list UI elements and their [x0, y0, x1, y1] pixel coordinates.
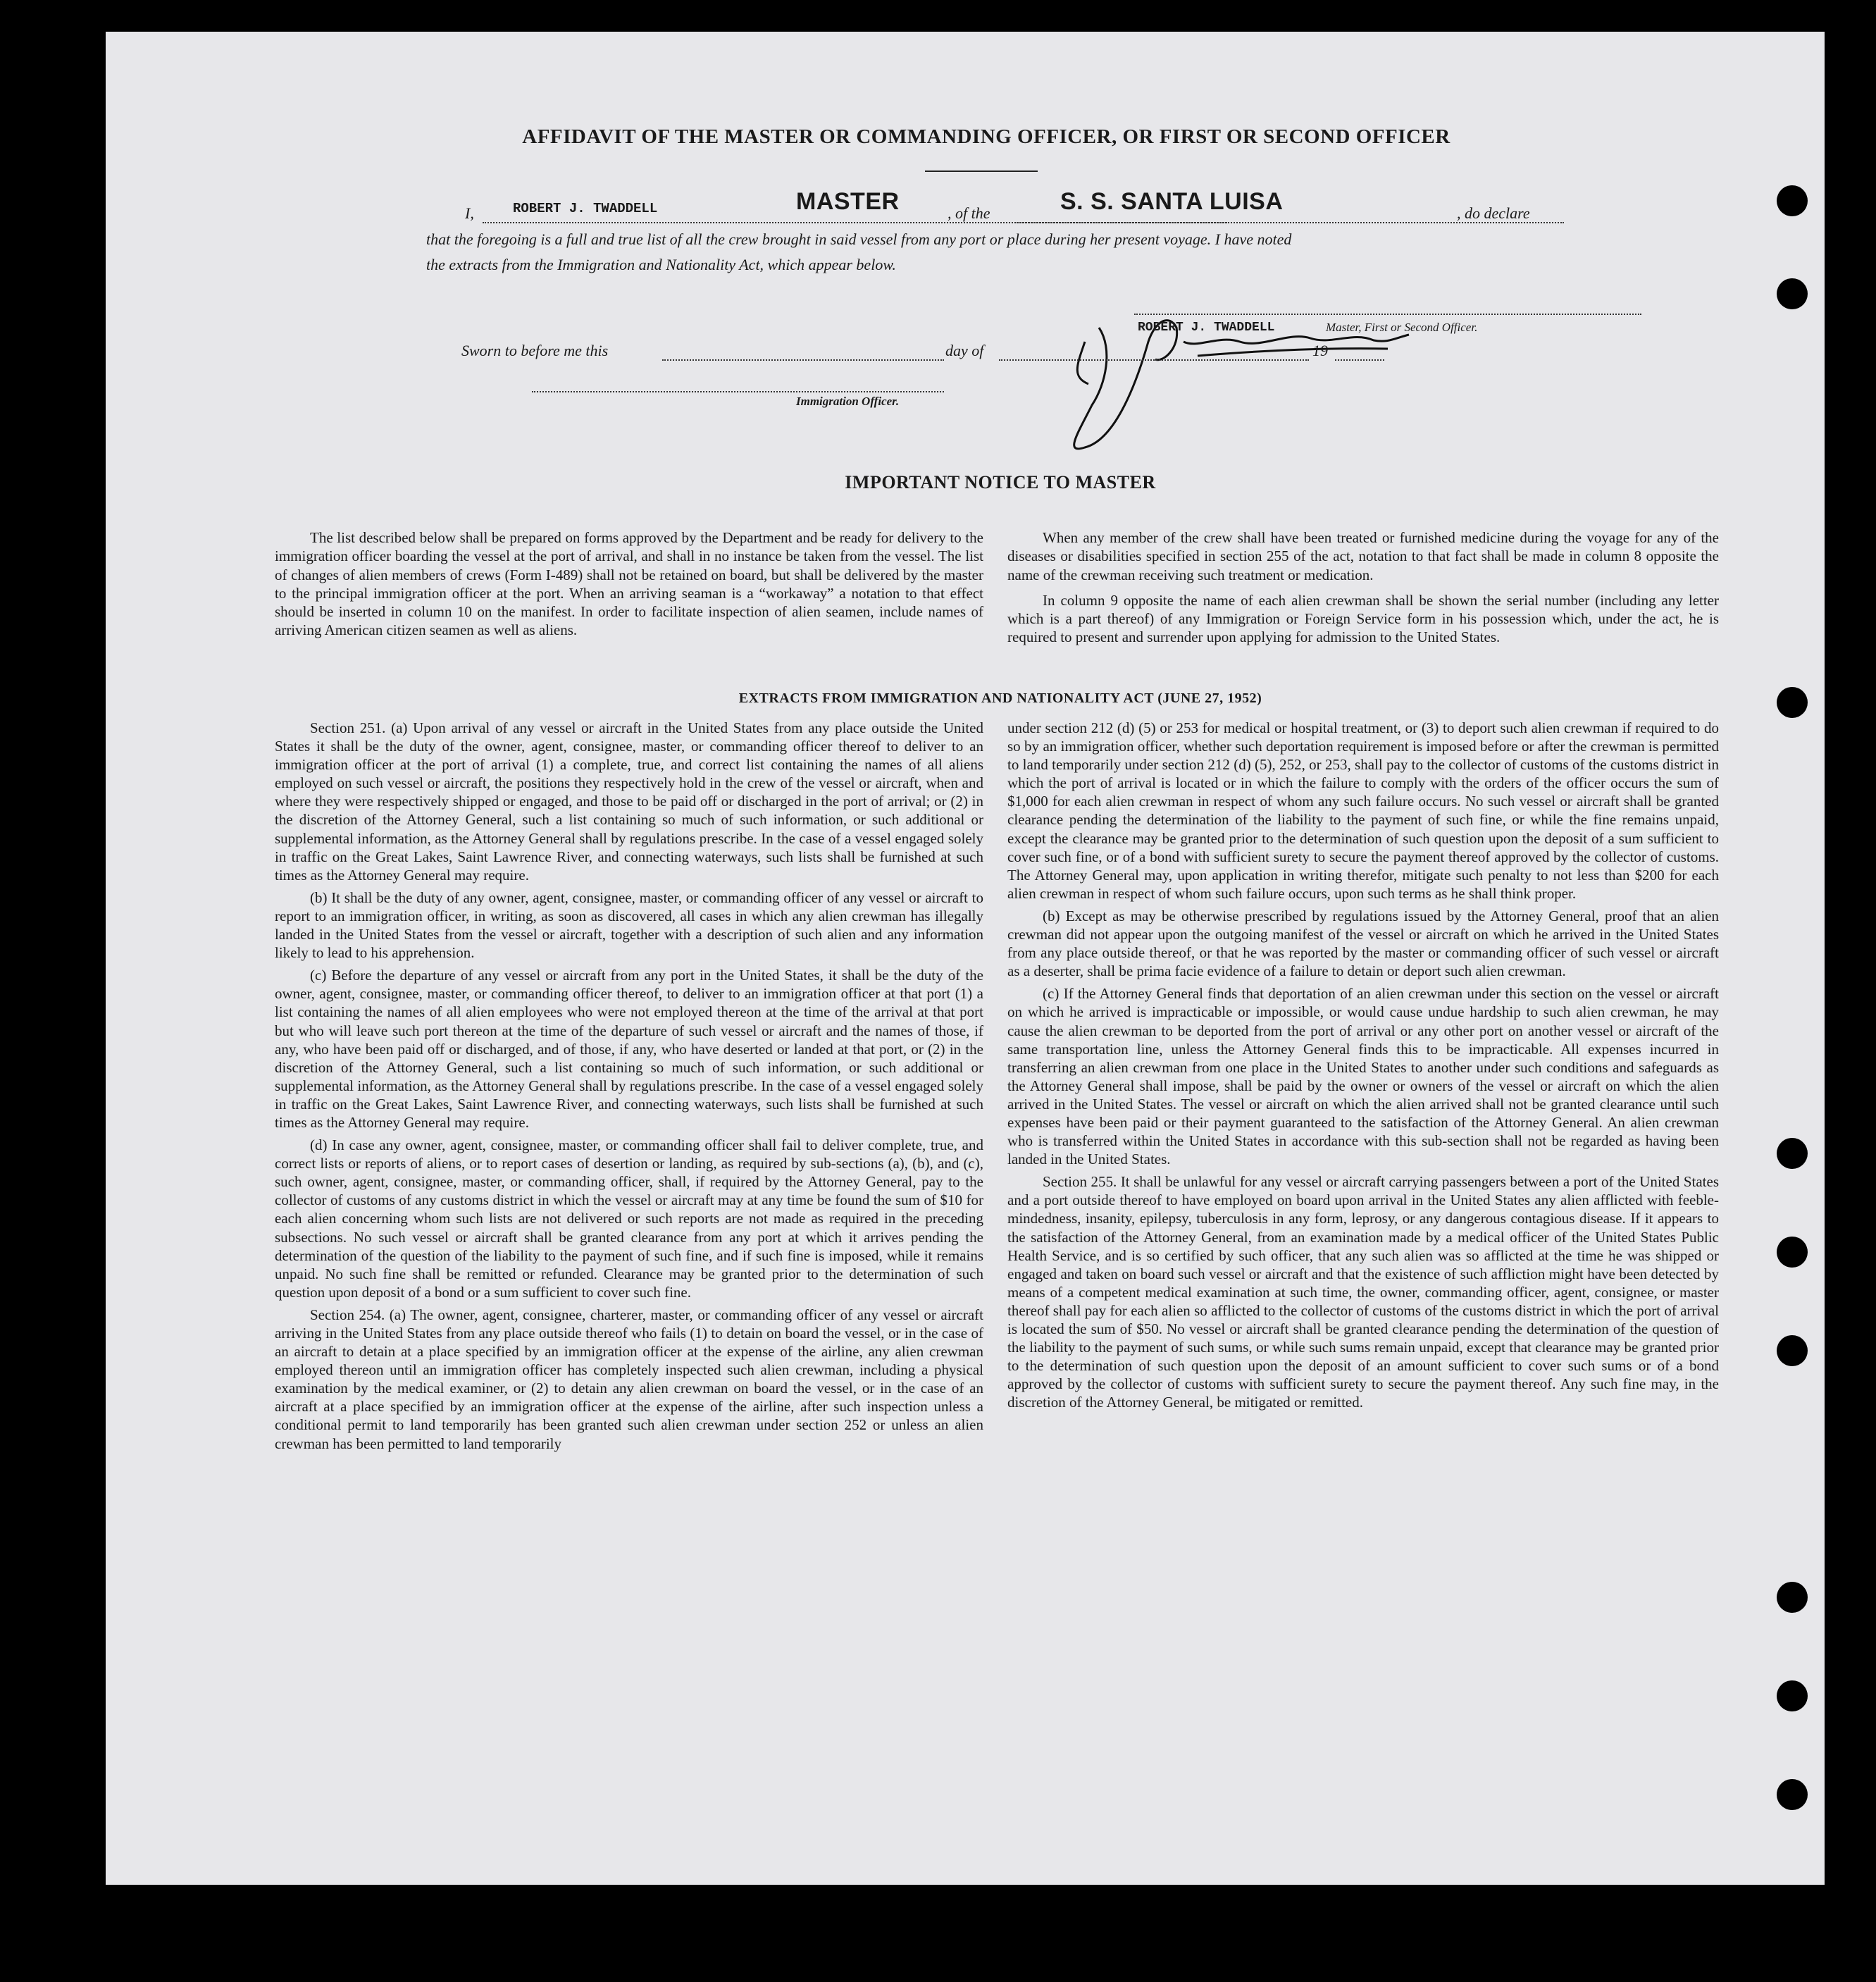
section-254c: (c) If the Attorney General finds that deportation of an alien crewman under this section on the vessel or aircraft on which he arrived is impracticable or impossible, or would cause undue hardship to such alien crewman, he may cause the alien crewman to be deported from the port of arrival or any other port on another vessel or aircraft of the same transportation line, unless the Attorney General finds this to be impracticable. All expenses incurred in transferring an alien crewman from one place in the United States to another under such conditions and safeguards as the Attorney General shall impose, shall be paid by the owner or owners of the vessel or aircraft on which the alien arrived in the United States. The vessel or aircraft on which the alien arrived shall not be granted clearance until such expenses have been paid or their payment guaranteed to the satisfaction of the Attorney General. An alien crewman who is transferred within the United States in accordance with this sub-section shall not be regarded as having been landed in the United States.	[1007, 985, 1719, 1168]
of-the-label: , of the	[948, 204, 990, 222]
year-label: 19	[1312, 342, 1328, 359]
declarant-prefix: I,	[465, 204, 474, 222]
section-254a: Section 254. (a) The owner, agent, consignee, charterer, master, or commanding officer of any vessel or aircraft arriving in the United States from any place outside thereof who fails (1) to detain on board the vessel, or in the case of an aircraft to detain at a place specified by an immigration officer at the expense of the airline, any alien crewman employed thereon until an immigration officer has completely inspected such alien crewman, including a physical examination by the medical examiner, or (2) to detain any alien crewman on board the vessel, or in the case of an aircraft at a place specified by an immigration officer at the expense of the airline, after such inspection unless a conditional permit to land temporarily has been granted such alien crewman under section 252 or unless an alien crewman has been permitted to land temporarily	[275, 1306, 983, 1452]
notice-right-text-2: In column 9 opposite the name of each alien crewman shall be shown the serial number (including any letter which is a part thereof) of any Immigration or Foreign Service form in his possession which, under the act, he is required to present and surrender upon applying for admission to the United States.	[1007, 591, 1719, 646]
binder-hole	[1777, 278, 1808, 309]
notice-right-text-1: When any member of the crew shall have been treated or furnished medicine during the voyage for any of the diseases or disabilities specified in section 255 of the act, notation to that fact shall be made in column 8 opposite the name of the crewman receiving such treatment or medication.	[1007, 529, 1719, 583]
binder-hole	[1777, 687, 1808, 718]
year-line	[1335, 359, 1384, 361]
binder-hole	[1777, 1138, 1808, 1169]
document-page	[106, 32, 1825, 1885]
declarant-name: ROBERT J. TWADDELL	[513, 201, 658, 216]
binder-hole	[1777, 1335, 1808, 1366]
binder-hole	[1777, 185, 1808, 216]
day-of-label: day of	[945, 342, 984, 359]
binder-hole	[1777, 1680, 1808, 1711]
section-251a: Section 251. (a) Upon arrival of any vessel or aircraft in the United States from any place outside the United States it shall be the duty of the owner, agent, consignee, master, or commanding officer thereof to deliver to an immigration officer at the port of arrival (1) a complete, true, and correct list containing the names of all aliens employed on such vessel or aircraft, the positions they respectively hold in the crew of the vessel or aircraft, when and where they were respectively shipped or engaged, and those to be paid off or discharged in the port of arrival; or (2) in the discretion of the Attorney General, such a list containing so much of such information, or such additional or supplemental information, as the Attorney General shall by regulations prescribe. In the case of a vessel engaged solely in traffic on the Great Lakes, Saint Lawrence River, and connecting waterways, such lists shall be furnished at such times as the Attorney General may require.	[275, 719, 983, 884]
declaration-line-2: the extracts from the Immigration and Nationality Act, which appear below.	[426, 256, 896, 273]
binder-hole	[1777, 1779, 1808, 1810]
extracts-left-column	[275, 719, 983, 1457]
section-254b: (b) Except as may be otherwise prescribed by regulations issued by the Attorney General, proof that an alien crewman did not appear upon the outgoing manifest of the vessel or aircraft on which he arrived in the United States from any place outside thereof, or that he was reported by the master or commanding officer of such vessel or aircraft as a deserter, shall be prima facie evidence of a failure to detain or deport such alien crewman.	[1007, 907, 1719, 980]
vessel-stamp: S. S. SANTA LUISA	[1060, 188, 1284, 215]
signer-name: ROBERT J. TWADDELL	[1138, 321, 1275, 335]
extracts-right-column	[1007, 719, 1719, 1416]
month-line	[999, 359, 1309, 361]
notice-right	[1007, 528, 1719, 651]
do-declare-label: , do declare	[1457, 204, 1530, 222]
notice-left	[275, 528, 983, 644]
section-251d: (d) In case any owner, agent, consignee, master, or commanding officer shall fail to deliver complete, true, and correct lists or reports of aliens, or to report cases of desertion or landing, as required by sub-sections (a), (b), and (c), such owner, agent, consignee, master, or commanding officer, shall, if required by the Attorney General, pay to the collector of customs of any customs district in which the vessel or aircraft may at any time be found the sum of $10 for each alien concerning whom such lists are not delivered or such reports are not made as required in the preceding subsections. No such vessel or aircraft shall be granted clearance from any port at which it arrives pending the determination of the question of the liability to the payment of such fine, and if such fine is imposed, while it remains unpaid. No such fine shall be remitted or refunded. Clearance may be granted prior to the determination of such question upon deposit of a bond or a sum sufficient to cover such fine.	[275, 1136, 983, 1301]
section-254a-continued: under section 212 (d) (5) or 253 for medical or hospital treatment, or (3) to deport such alien crewman if required to do so by an immigration officer, whether such deportation requirement is imposed before or after the crewman is permitted to land temporarily under section 212 (d) (5), 252, or 253, shall pay to the collector of customs of the customs district in which the port of arrival is located or in which the failure to comply with the orders of the officer occurs the sum of $1,000 for each alien crewman in respect of whom any such failure occurs. No such vessel or aircraft shall be granted clearance pending the determination of the liability to the payment of such fine, or while the fine remains unpaid, except the clearance may be granted prior to the determination of such question upon the deposit of a sum sufficient to cover such fine, or of a bond with sufficient surety to secure the payment thereof approved by the collector of customs. The Attorney General may, upon application in writing therefor, mitigate such penalty to not less than $200 for each alien crewman in respect of whom such failure occurs, upon such terms as he shall think proper.	[1007, 719, 1719, 902]
section-251c: (c) Before the departure of any vessel or aircraft from any port in the United States, it shall be the duty of the owner, agent, consignee, master, or commanding officer thereof, to deliver to an immigration officer at that port (1) a list containing the names of all alien employees who were not employed thereon at the time of the arrival at that port but who will leave such port thereon at the time of the departure of such vessel or aircraft and the names of those, if any, who have been paid off or discharged, and of those, if any, who have deserted or landed at that port, or (2) in the discretion of the Attorney General, such a list containing so much of such information, or such additional or supplemental information, as the Attorney General shall by regulations prescribe. In the case of a vessel engaged solely in traffic on the Great Lakes, Saint Lawrence River, and connecting waterways, such lists shall be furnished at such times as the Attorney General may require.	[275, 967, 983, 1131]
sworn-label: Sworn to before me this	[461, 342, 609, 359]
affidavit-title: AFFIDAVIT OF THE MASTER OR COMMANDING OFFICER, OR FIRST OR SECOND OFFICER	[522, 125, 1451, 148]
section-255: Section 255. It shall be unlawful for any vessel or aircraft carrying passengers between a port of the United States and a port outside thereof to have employed on board upon arrival in the United States any alien afflicted with feeble-mindedness, insanity, epilepsy, tuberculosis in any form, leprosy, or any dangerous contagious disease. If it appears to the satisfaction of the Attorney General, from an examination made by a medical officer of the United States Public Health Service, and is so certified by such officer, that any such alien was so afflicted at the time he was shipped or engaged and taken on board such vessel or aircraft and that the existence of such affliction might have been detected by means of a competent medical examination at such time, the owner, commanding officer, agent, consignee, or master thereof shall pay for each alien so afflicted to the collector of customs of the customs district in which the port of arrival is located the sum of $50. No vessel or aircraft shall be granted clearance pending the determination of the question of the liability to the payment of such sums, or while such sums remain unpaid, except that clearance may be granted prior to the determination of such question upon the deposit of an amount sufficient to cover such sums or of a bond approved by the collector of customs with sufficient surety to secure the payment thereof. Any such fine may, in the discretion of the Attorney General, be mitigated or remitted.	[1007, 1173, 1719, 1411]
declaration-line: that the foregoing is a full and true list of all the crew brought in said vessel from any port or place during her present voyage. I have noted	[426, 230, 1292, 248]
notice-left-text: The list described below shall be prepared on forms approved by the Department and be ready for delivery to the immigration officer boarding the vessel at the port of arrival, and shall in no instance be taken from the vessel. The list of changes of alien members of crews (Form I-489) shall not be retained on board, but shall be delivered by the master to the principal immigration officer at the port. When an arriving seaman is a “workaway” a notation to that effect should be inserted in column 10 on the manifest. In order to facilitate inspection of alien seamen, include names of arriving American citizen seamen as well as aliens.	[275, 529, 983, 639]
title-rule	[925, 171, 1038, 172]
rank-stamp: MASTER	[796, 188, 900, 215]
officer-line	[532, 391, 944, 392]
binder-hole	[1777, 1237, 1808, 1268]
notice-title: IMPORTANT NOTICE TO MASTER	[845, 472, 1156, 493]
section-251b: (b) It shall be the duty of any owner, agent, consignee, master, or commanding officer of any vessel or aircraft to report to an immigration officer, in writing, as soon as discovered, all cases in which any alien crewman has illegally landed in the United States from the vessel or aircraft, together with a description of such alien and any information likely to lead to his apprehension.	[275, 888, 983, 962]
officer-caption: Immigration Officer.	[796, 395, 900, 408]
signature-line	[1134, 314, 1641, 315]
extracts-title: EXTRACTS FROM IMMIGRATION AND NATIONALITY ACT (JUNE 27, 1952)	[738, 690, 1262, 706]
binder-hole	[1777, 1582, 1808, 1613]
signer-caption: Master, First or Second Officer.	[1326, 321, 1478, 334]
sworn-day-line	[662, 359, 944, 361]
